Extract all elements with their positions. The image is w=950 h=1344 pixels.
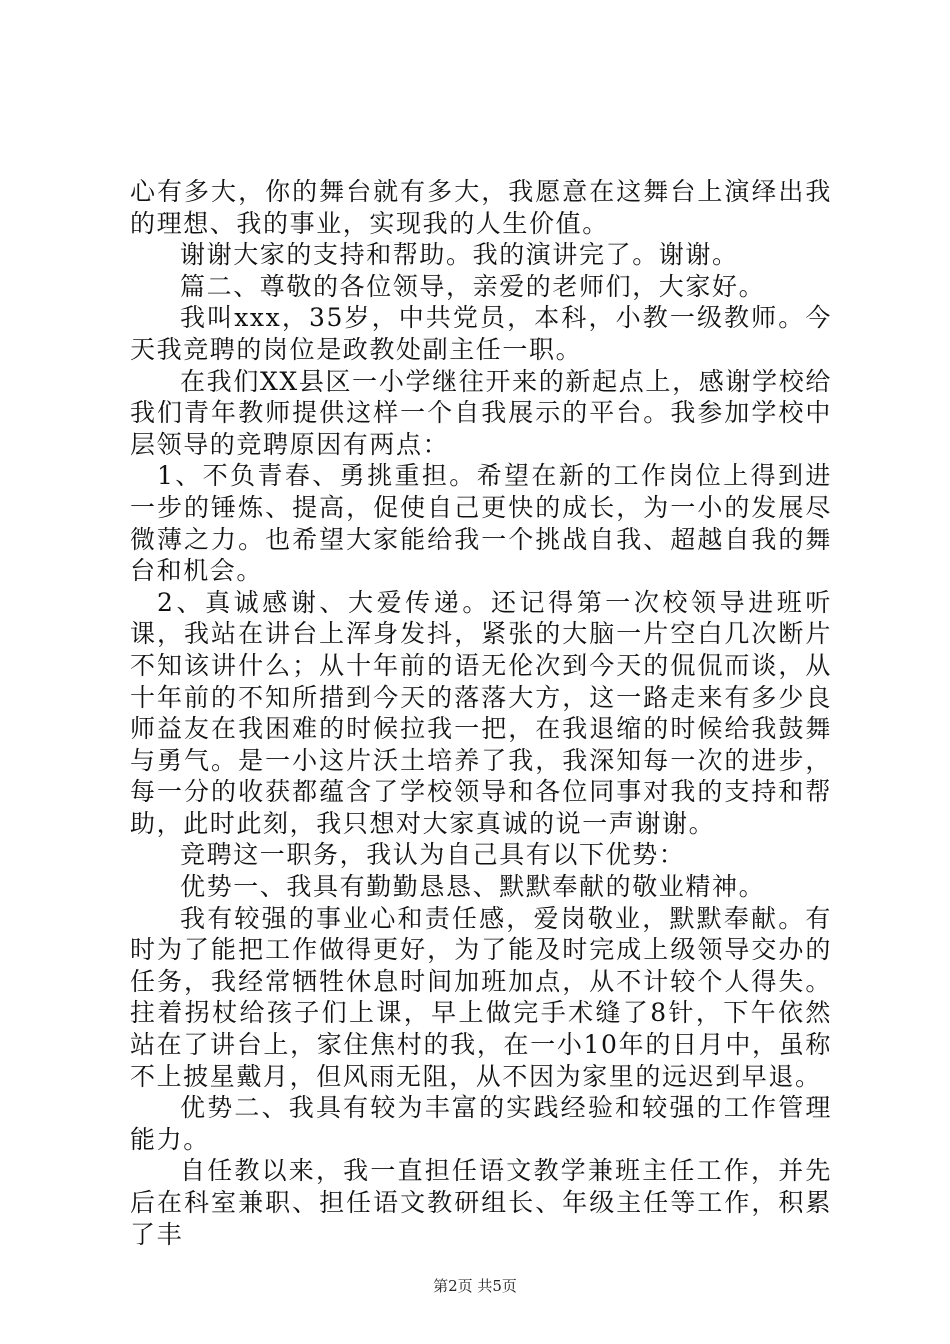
paragraph: 心有多大，你的舞台就有多大，我愿意在这舞台上演绎出我的理想、我的事业，实现我的人生价值。 <box>130 177 832 238</box>
paragraph: 1、不负青春、勇挑重担。希望在新的工作岗位上得到进一步的锤炼、提高，促使自己更快的成长，为一小的发展尽微薄之力。也希望大家能给我一个挑战自我、超越自我的舞台和机会。 <box>130 461 832 586</box>
paragraph: 优势二、我具有较为丰富的实践经验和较强的工作管理能力。 <box>130 1093 832 1154</box>
paragraph: 在我们XX县区一小学继往开来的新起点上，感谢学校给我们青年教师提供这样一个自我展示的平台。我参加学校中层领导的竞聘原因有两点： <box>130 366 832 459</box>
paragraph: 竞聘这一职务，我认为自己具有以下优势： <box>180 840 686 870</box>
paragraph: 2、真诚感谢、大爱传递。还记得第一次校领导进班听课，我站在讲台上浑身发抖，紧张的大脑一片空白几次断片不知该讲什么；从十年前的语无伦次到今天的侃侃而谈，从十年前的不知所措到今天的落落大方，这一路走来有多少良师益友在我困难的时候拉我一把，在我退缩的时候给我鼓舞与勇气。是一小这片沃土培养了我，我深知每一次的进步，每一分的收获都蕴含了学校领导和各位同事对我的支持和帮助，此时此刻，我只想对大家真诚的说一声谢谢。 <box>130 587 832 838</box>
paragraph: 谢谢大家的支持和帮助。我的演讲完了。谢谢。 <box>180 240 739 270</box>
paragraph: 优势一、我具有勤勤恳恳、默默奉献的敬业精神。 <box>180 872 766 902</box>
paragraph: 我有较强的事业心和责任感，爱岗敬业，默默奉献。有时为了能把工作做得更好，为了能及时完成上级领导交办的任务，我经常牺牲休息时间加班加点，从不计较个人得失。拄着拐杖给孩子们上课，早上做完手术缝了8针，下午依然站在了讲台上，家住焦村的我，在一小10年的日月中，虽称不上披星戴月，但风雨无阻，从不因为家里的远迟到早退。 <box>130 903 832 1091</box>
document-body <box>130 176 832 1250</box>
paragraph: 自任教以来，我一直担任语文教学兼班主任工作，并先后在科室兼职、担任语文教研组长、年级主任等工作，积累了丰 <box>130 1156 832 1249</box>
page-number-footer: 第2页 共5页 <box>433 1277 517 1295</box>
paragraph: 篇二、尊敬的各位领导，亲爱的老师们，大家好。 <box>180 271 766 301</box>
paragraph: 我叫xxx，35岁，中共党员，本科，小教一级教师。今天我竞聘的岗位是政教处副主任一职。 <box>130 303 832 364</box>
